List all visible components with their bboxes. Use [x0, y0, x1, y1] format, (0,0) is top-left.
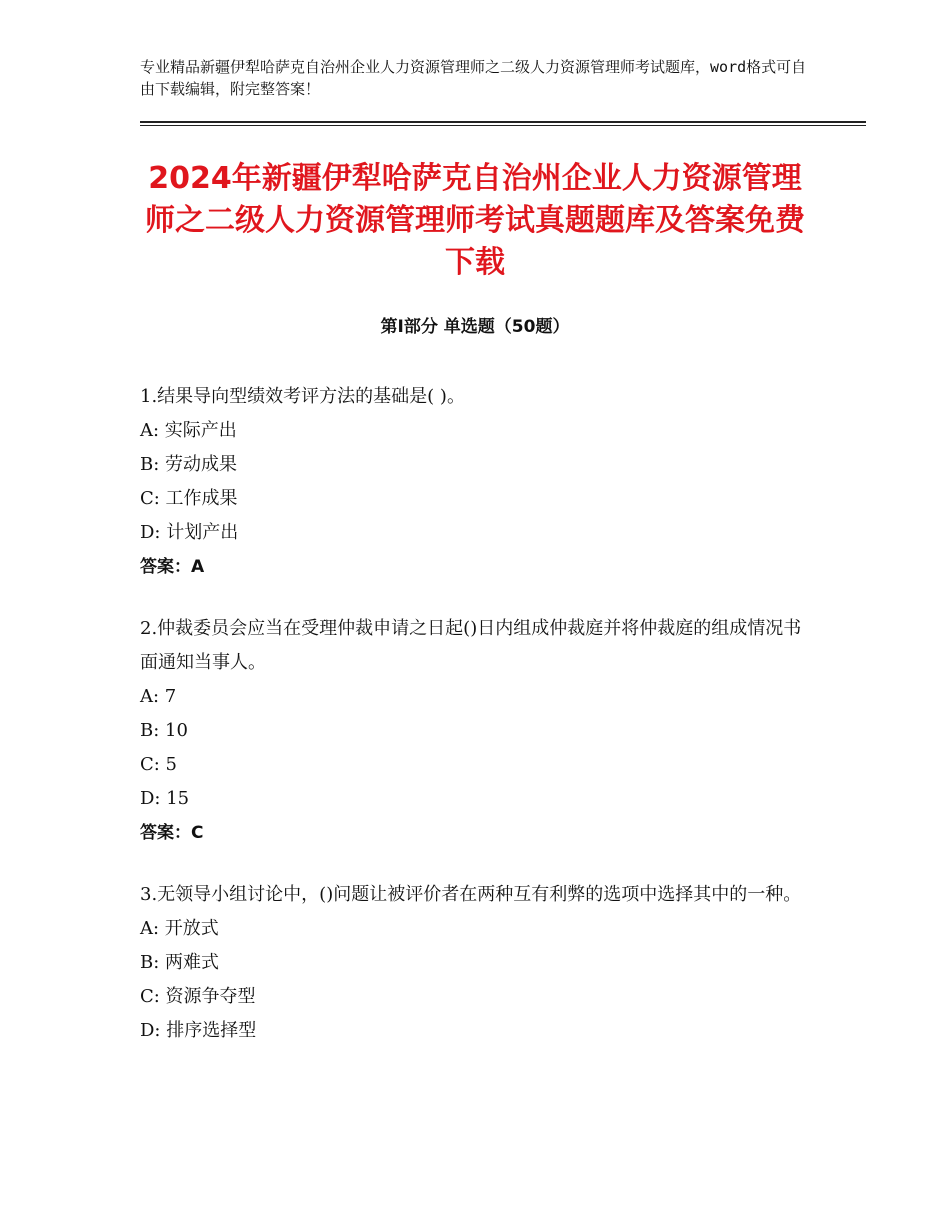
question-stem: 2.仲裁委员会应当在受理仲裁申请之日起()日内组成仲裁庭并将仲裁庭的组成情况书面通知当事人。 [140, 618, 802, 673]
question-stem: 3.无领导小组讨论中，()问题让被评价者在两种互有利弊的选项中选择其中的一种。 [140, 884, 802, 905]
option-b: B: 劳动成果 [140, 454, 238, 475]
question-2 [140, 612, 810, 850]
option-a: A: 实际产出 [140, 420, 237, 441]
option-d: D: 15 [140, 788, 190, 809]
option-c: C: 工作成果 [140, 488, 238, 509]
option-b: B: 两难式 [140, 952, 220, 973]
header-divider-thick [140, 121, 866, 123]
answer: 答案：A [140, 557, 205, 577]
option-a: A: 7 [140, 686, 177, 707]
question-list [140, 380, 810, 1076]
page-header [140, 56, 820, 100]
question-stem: 1.结果导向型绩效考评方法的基础是( )。 [140, 386, 465, 407]
option-c: C: 资源争夺型 [140, 986, 256, 1007]
option-b: B: 10 [140, 720, 188, 741]
question-1 [140, 380, 810, 584]
option-d: D: 计划产出 [140, 522, 239, 543]
question-3 [140, 878, 810, 1048]
option-c: C: 5 [140, 754, 178, 775]
option-a: A: 开放式 [140, 918, 219, 939]
header-text: 专业精品新疆伊犁哈萨克自治州企业人力资源管理师之二级人力资源管理师考试题库，word格式可自由下载编辑，附完整答案！ [140, 58, 807, 98]
section-title: 第Ⅰ部分 单选题（50题） [380, 317, 570, 337]
document-title: 2024年新疆伊犁哈萨克自治州企业人力资源管理师之二级人力资源管理师考试真题题库及答案免费下载 [145, 161, 805, 280]
option-d: D: 排序选择型 [140, 1020, 257, 1041]
header-divider-thin [140, 125, 866, 126]
answer: 答案：C [140, 823, 204, 843]
